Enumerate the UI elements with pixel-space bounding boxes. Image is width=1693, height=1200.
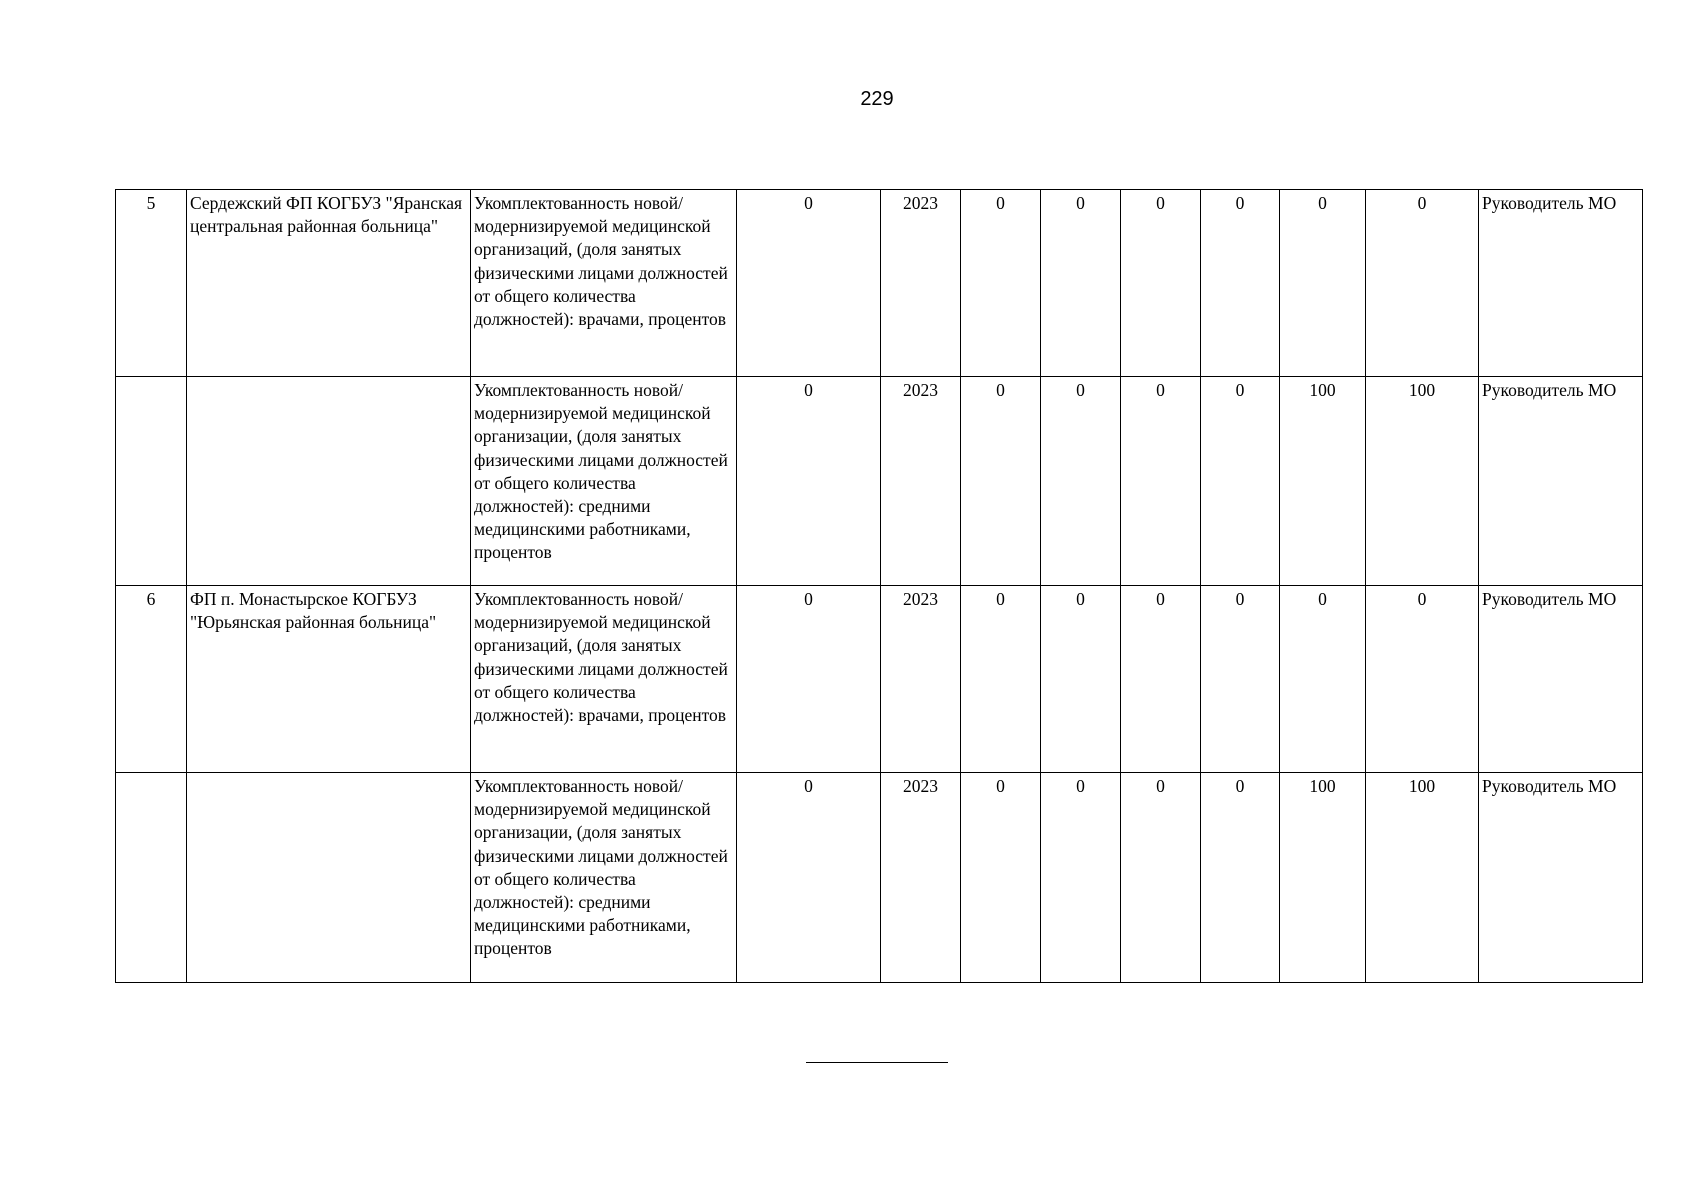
- value-cell: 0: [1201, 190, 1280, 377]
- organization-name: ФП п. Монастырское КОГБУЗ "Юрьянская районная больница": [187, 586, 471, 773]
- organization-name: [187, 377, 471, 586]
- value-cell: 0: [1366, 586, 1479, 773]
- value-cell: 0: [1041, 586, 1121, 773]
- organization-name: [187, 773, 471, 983]
- table-row: [116, 586, 1643, 773]
- value-cell: 0: [1201, 773, 1280, 983]
- value-cell: 0: [1041, 190, 1121, 377]
- table-row: [116, 190, 1643, 377]
- value-cell: 0: [1366, 190, 1479, 377]
- table-row: [116, 377, 1643, 586]
- value-cell: 0: [1121, 586, 1201, 773]
- table-row: [116, 773, 1643, 983]
- indicators-table: [115, 189, 1643, 983]
- value-cell: 0: [1121, 190, 1201, 377]
- indicator-name: Укомплектованность новой/модернизируемой медицинской организаций, (доля занятых физическими лицами должностей от общего количества должностей): врачами, процентов: [471, 190, 737, 377]
- value-cell: 100: [1366, 773, 1479, 983]
- value-cell: 0: [1041, 377, 1121, 586]
- responsible-cell: Руководитель МО: [1479, 773, 1643, 983]
- value-cell: 0: [1201, 586, 1280, 773]
- row-number: 6: [116, 586, 187, 773]
- value-cell: 100: [1280, 377, 1366, 586]
- value-cell: 0: [961, 773, 1041, 983]
- responsible-cell: Руководитель МО: [1479, 190, 1643, 377]
- base-value: 0: [737, 586, 881, 773]
- responsible-cell: Руководитель МО: [1479, 586, 1643, 773]
- value-cell: 0: [1280, 586, 1366, 773]
- value-cell: 0: [1121, 377, 1201, 586]
- value-cell: 100: [1366, 377, 1479, 586]
- indicator-name: Укомплектованность новой/модернизируемой медицинской организации, (доля занятых физическими лицами должностей от общего количества должностей): средними медицинскими работниками, процентов: [471, 377, 737, 586]
- base-year: 2023: [881, 190, 961, 377]
- base-year: 2023: [881, 586, 961, 773]
- row-number: [116, 773, 187, 983]
- organization-name: Сердежский ФП КОГБУЗ "Яранская центральная районная больница": [187, 190, 471, 377]
- base-year: 2023: [881, 773, 961, 983]
- responsible-cell: Руководитель МО: [1479, 377, 1643, 586]
- value-cell: 0: [961, 586, 1041, 773]
- value-cell: 0: [961, 377, 1041, 586]
- base-value: 0: [737, 773, 881, 983]
- indicator-name: Укомплектованность новой/модернизируемой медицинской организаций, (доля занятых физическими лицами должностей от общего количества должностей): врачами, процентов: [471, 586, 737, 773]
- end-divider: [806, 1062, 948, 1063]
- value-cell: 100: [1280, 773, 1366, 983]
- page-number: 229: [860, 88, 894, 110]
- indicator-name: Укомплектованность новой/модернизируемой медицинской организации, (доля занятых физическими лицами должностей от общего количества должностей): средними медицинскими работниками, процентов: [471, 773, 737, 983]
- value-cell: 0: [1201, 377, 1280, 586]
- value-cell: 0: [961, 190, 1041, 377]
- base-value: 0: [737, 190, 881, 377]
- base-year: 2023: [881, 377, 961, 586]
- base-value: 0: [737, 377, 881, 586]
- value-cell: 0: [1121, 773, 1201, 983]
- value-cell: 0: [1041, 773, 1121, 983]
- value-cell: 0: [1280, 190, 1366, 377]
- row-number: [116, 377, 187, 586]
- row-number: 5: [116, 190, 187, 377]
